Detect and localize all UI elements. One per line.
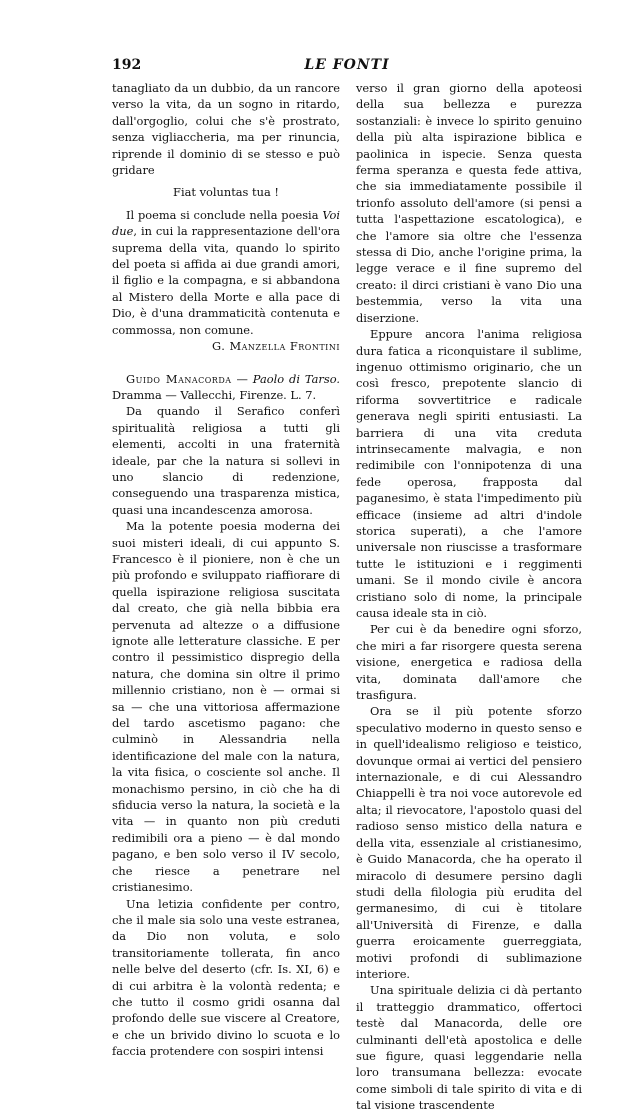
text-run: , in cui la rappresentazione dell'ora suprema della vita, quando lo spirito del poeta si affida ai due grandi amori, il figlio e la compagna, e si abbandona al Mistero della Morte e alla pace di Dio, è d'una drammaticità contenuta e commossa, non comune.	[112, 224, 340, 337]
paragraph: Eppure ancora l'anima religiosa dura fatica a riconquistare il sublime, ingenuo ottimismo originario, che un così fresco, prepotente slancio di riforma sovvertitrice e radicale generava negli spiriti entusiasti. La barriera di una vita creduta intrinsecamente malvagia, e non redimibile con l'onnipotenza di una fede operosa, frapposta dal paganesimo, è stata l'impedimento più efficace (insieme ad altri d'indole storica superati), a che l'amore universale non riuscisse a trasformare tutte le istituzioni e i reggimenti umani. Se il mondo civile è ancora cristiano solo di nome, la principale causa ideale sta in ciò.	[356, 327, 582, 620]
paragraph	[112, 207, 340, 338]
paragraph: Per cui è da benedire ogni sforzo, che miri a far risorgere questa serena visione, energetica e radiosa della vita, dominata dall'amore che trasfigura.	[356, 622, 582, 703]
page-header	[112, 57, 582, 77]
paragraph: Una spirituale delizia ci dà pertanto il tratteggio drammatico, offertoci testè dal Manacorda, delle ore culminanti dell'età apostolica e delle sue figure, quasi leggendarie nella loro transumana bellezza: evocate come simboli di tale spirito di vita e di tal visione trascendente	[356, 983, 582, 1113]
paragraph: Ma la potente poesia moderna dei suoi misteri ideali, di cui appunto S. Francesco è il pioniere, non è che un più profondo e sviluppato riaffiorare di quella ispirazione religiosa suscitata dal creato, che già nella bibbia era pervenuta ad altezze o a diffusione ignote alle letterature classiche. E per contro il pessimistico dispregio della natura, che domina sin oltre il primo millennio cristiano, non è — ormai si sa — che una vittoriosa affermazione del tardo ascetismo pagano: che culminò in Alessandria nella identificazione del male con la natura, la vita fisica, o cosciente sol anche. Il monachismo persino, in ciò che ha di sfiducia verso la natura, la società e la vita — in quanto non più creduti redimibili ora a pieno — è dal mondo pagano, e ben solo verso il IV secolo, che riesce a penetrare nel cristianesimo.	[112, 519, 340, 895]
paragraph: Da quando il Serafico conferì spiritualità religiosa a tutti gli elementi, accolti in una fraternità ideale, par che la natura si sollevi in uno slancio di redenzione, conseguendo una trasparenza mistica, quasi una incandescenza amorosa.	[112, 404, 340, 517]
page-number: 192	[112, 57, 142, 73]
right-column	[356, 80, 582, 1114]
running-title: LE FONTI	[304, 57, 390, 73]
review-publisher: Dramma — Vallecchi, Firenze. L. 7.	[112, 387, 317, 402]
quote-line: Fiat voluntas tua !	[173, 185, 279, 200]
paragraph: tanagliato da un dubbio, da un rancore verso la vita, da un sogno in ritardo, dall'orgoglio, colui che s'è prostrato, senza vigliaccheria, ma per rinuncia, riprende il dominio di se stesso e può gridare	[112, 81, 340, 178]
paragraph: Ora se il più potente sforzo speculativo moderno in questo senso e in quell'idealismo religioso e teistico, dovunque ormai ai vertici del pensiero internazionale, e di cui Alessandro Chiappelli è tra noi voce autorevole ed alta; il rievocatore, l'apostolo quasi del radioso senso mistico della natura e della vita, essenziale al cristianesimo, è Guido Manacorda, che ha operato il miracolo di desumere persino dagli studi della filologia più erudita del germanesimo, di cui è titolare all'Università di Firenze, e dalla guerra eroicamente guerreggiata, motivi profondi di sublimazione interiore.	[356, 704, 582, 981]
signature: G. Manzella Frontini	[212, 339, 340, 354]
paragraph: verso il gran giorno della apoteosi della sua bellezza e purezza sostanziali: è invece lo spirito genuino della più alta ispirazione biblica e paolinica in ispecie. Senza questa ferma speranza e questa fede attiva, che sia immediatamente possibile il trionfo assoluto dell'amore (si pensi a tutta l'aspettazione escatologica), e che l'amore sia oltre che l'essenza stessa di Dio, anche l'origine prima, la legge verace e il fine supremo del creato: il dirci cristiani è vano Dio una bestemmia, verso la vita una diserzione.	[356, 81, 582, 325]
review-title: Paolo di Tarso.	[252, 371, 340, 386]
review-author: Guido Manacorda	[126, 371, 232, 386]
left-column	[112, 80, 340, 1060]
poem-title: Voi due	[112, 207, 340, 239]
review-heading	[112, 371, 340, 404]
text-run: —	[231, 371, 253, 386]
paragraph: Una letizia confidente per contro, che il male sia solo una veste estranea, da Dio non voluta, e solo transitoriamente tollerata, fin anco nelle belve del deserto (cfr. Is. XI, 6) e di cui arbitra è la volontà redenta; e che tutto il cosmo gridi osanna dal profondo delle sue viscere al Creatore, e che un brivido divino lo scuota e lo faccia protendere con sospiri intensi	[112, 896, 340, 1059]
text-run: Il poema si conclude nella poesia	[126, 207, 323, 222]
